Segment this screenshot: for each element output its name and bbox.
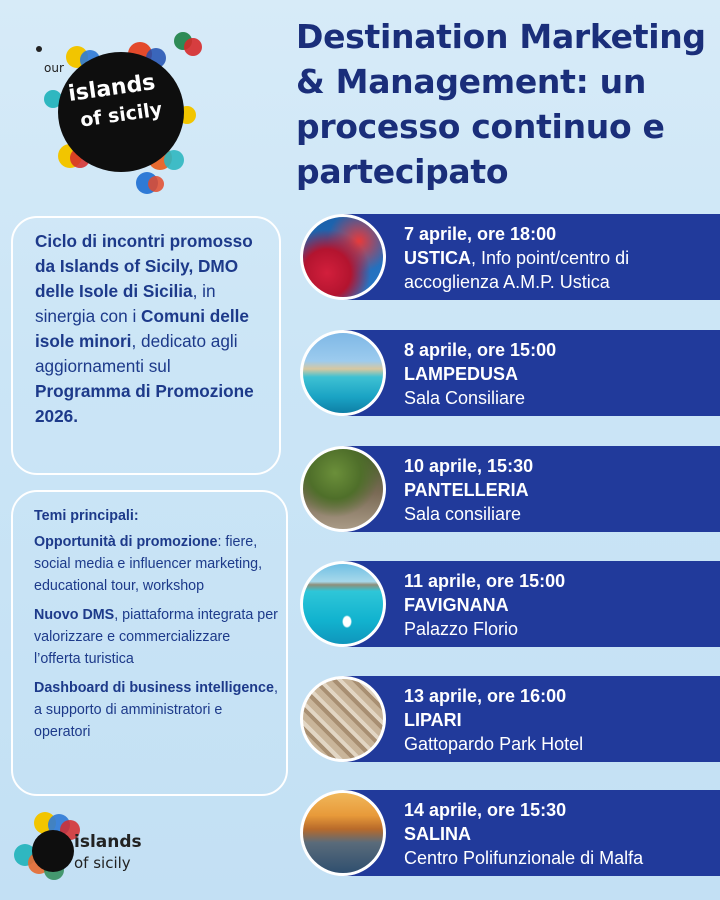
logo-bottom-word-islands: islands xyxy=(74,832,142,852)
event-date: 10 aprile, 15:30 xyxy=(404,456,534,476)
event-place: USTICA xyxy=(404,248,471,268)
theme-item-3-title: Dashboard di business intelligence xyxy=(34,680,274,696)
event-lipari xyxy=(300,676,720,762)
logo-islands-of-sicily-bottom xyxy=(10,806,150,890)
event-date: 11 aprile, ore 15:00 xyxy=(404,571,566,591)
event-date: 14 aprile, ore 15:30 xyxy=(404,800,567,820)
event-date: 8 aprile, ore 15:00 xyxy=(404,340,557,360)
event-place: FAVIGNANA xyxy=(404,595,509,615)
event-place: LIPARI xyxy=(404,710,462,730)
photo-beach-cove xyxy=(300,330,386,416)
logo-bottom-word-of-sicily: of sicily xyxy=(74,854,131,872)
intro-bold-3: Comuni delle isole minori xyxy=(35,306,249,351)
logo-prefix: our xyxy=(44,61,64,75)
photo-coral-reef xyxy=(300,214,386,300)
theme-item-2-text: , piattaforma integrata per valorizzare e commercializzare l’offerta turistica xyxy=(34,607,278,667)
event-date: 7 aprile, ore 18:00 xyxy=(404,224,557,244)
event-ustica xyxy=(300,214,720,300)
intro-bold-5: Programma di Promozione 2026. xyxy=(35,381,254,426)
event-venue: , Info point/centro di accoglienza A.M.P. Ustica xyxy=(404,248,630,292)
event-venue: Palazzo Florio xyxy=(404,619,519,639)
event-date: 13 aprile, ore 16:00 xyxy=(404,686,567,706)
theme-item-3 xyxy=(34,677,278,743)
photo-dammuso-stone xyxy=(300,446,386,532)
intro-box xyxy=(11,216,281,475)
themes-header: Temi principali: xyxy=(34,508,139,524)
event-pantelleria xyxy=(300,446,720,532)
theme-item-2 xyxy=(34,604,278,670)
intro-bold-1: Ciclo di incontri promosso da Islands of Sicily, DMO delle Isole di Sicilia xyxy=(35,231,253,301)
theme-item-1-title: Opportunità di promozione xyxy=(34,534,218,550)
event-venue: Sala Consiliare xyxy=(404,388,526,408)
event-place: PANTELLERIA xyxy=(404,480,529,500)
photo-town-aerial xyxy=(300,676,386,762)
event-favignana xyxy=(300,561,720,647)
intro-text-2: , in sinergia con i xyxy=(35,281,216,326)
event-place: SALINA xyxy=(404,824,471,844)
event-lampedusa xyxy=(300,330,720,416)
event-salina xyxy=(300,790,720,876)
intro-text-4: , dedicato agli aggiornamenti sul xyxy=(35,331,238,376)
event-venue: Centro Polifunzionale di Malfa xyxy=(404,848,644,868)
logo-word-islands: islands xyxy=(66,70,157,107)
theme-item-3-text: , a supporto di amministratori e operatori xyxy=(34,680,278,740)
page-title: Destination Marketing & Management: un processo continuo e partecipato xyxy=(296,17,706,191)
themes-box xyxy=(11,490,288,796)
event-place: LAMPEDUSA xyxy=(404,364,519,384)
theme-item-1 xyxy=(34,531,278,597)
photo-sailboat-sea xyxy=(300,561,386,647)
event-venue: Sala consiliare xyxy=(404,504,522,524)
theme-item-2-title: Nuovo DMS xyxy=(34,607,115,623)
theme-item-1-text: : fiere, social media e influencer marketing, educational tour, workshop xyxy=(34,534,263,594)
photo-sunset-cliff xyxy=(300,790,386,876)
logo-word-of-sicily: of sicily xyxy=(78,98,164,132)
event-venue: Gattopardo Park Hotel xyxy=(404,734,584,754)
logo-islands-of-sicily-top xyxy=(28,26,218,196)
